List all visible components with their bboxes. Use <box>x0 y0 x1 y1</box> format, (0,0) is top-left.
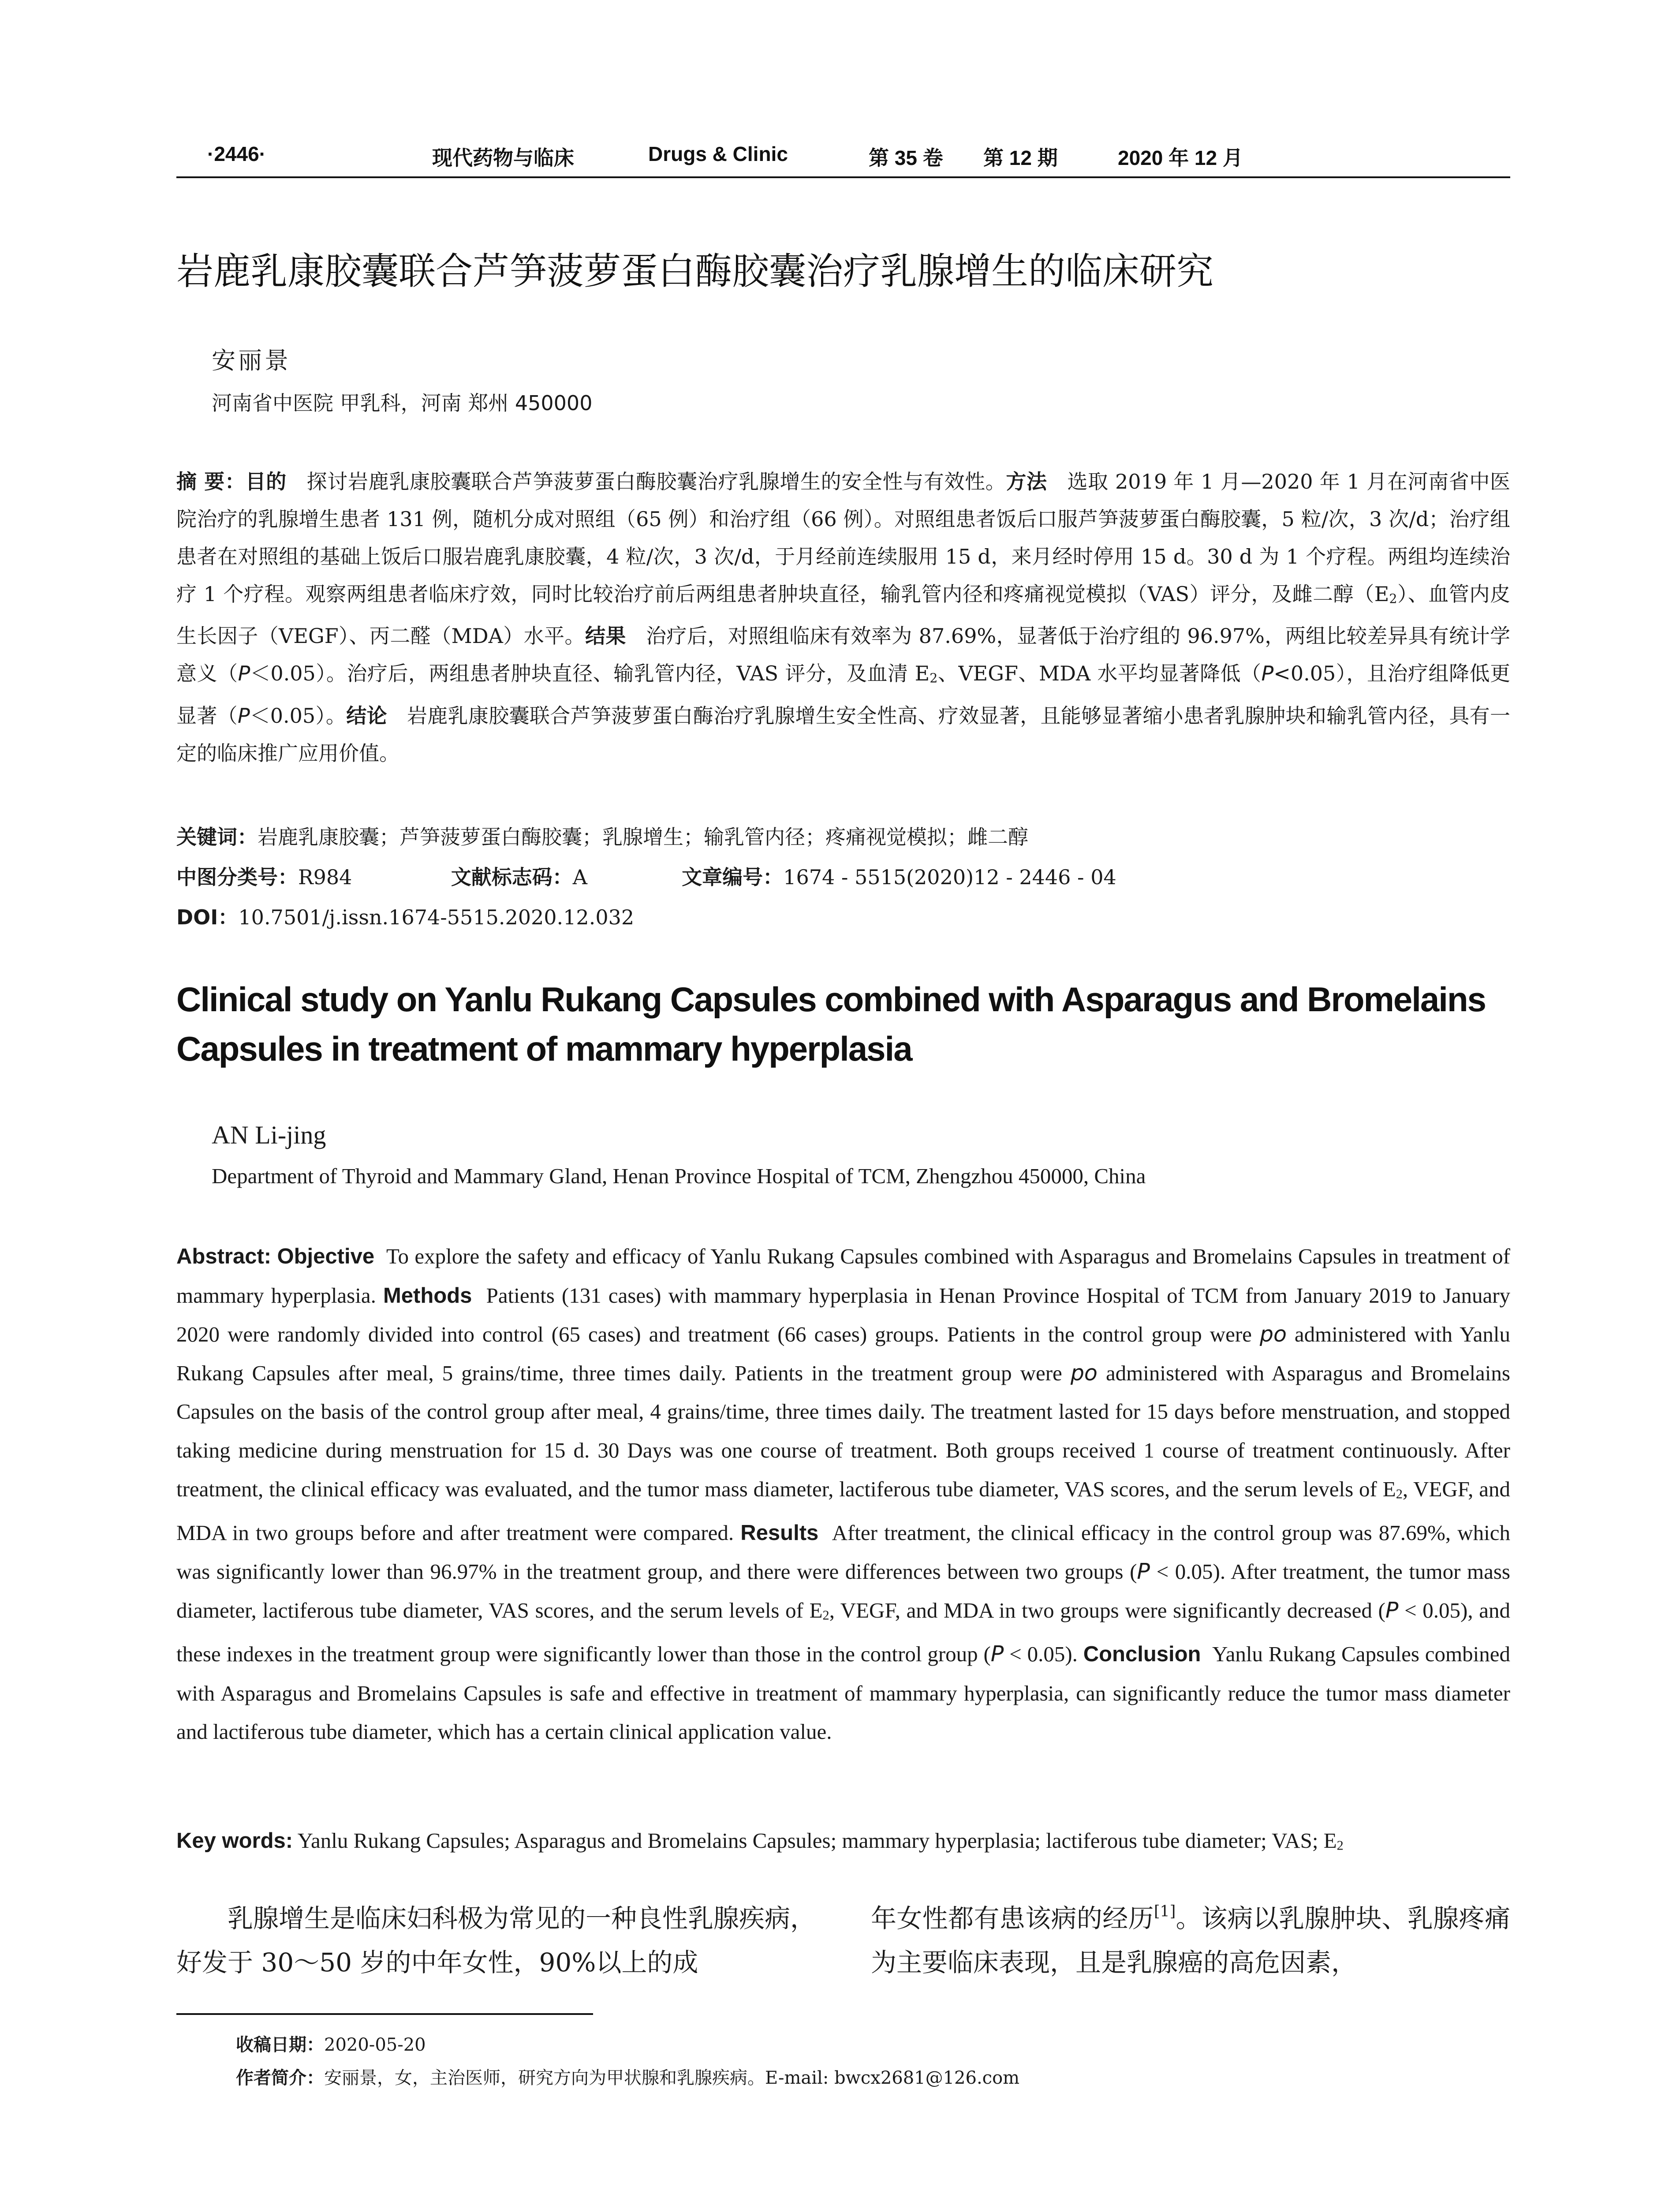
body-paragraph: 乳腺增生是临床妇科极为常见的一种良性乳腺疾病，好发于 30～50 岁的中年女性，90%以上的成 <box>176 1903 816 1977</box>
citation-ref[interactable]: [1] <box>1154 1902 1176 1921</box>
results-text-cn-3: 、VEGF、MDA 水平均显著降低（ <box>937 662 1262 686</box>
english-affiliation: Department of Thyroid and Mammary Gland, Henan Province Hospital of TCM, Zhengzhou 450000, China <box>212 1164 1146 1188</box>
english-abstract <box>176 1237 1510 1751</box>
issue-date: 2020 年 12 月 <box>1118 146 1243 169</box>
objective-text-en: To explore the safety and efficacy of Yanlu Rukang Capsules combined with Asparagus and Bromelains Capsules in treatment of mammary hyperplasia. <box>176 1244 1511 1308</box>
objective-label-cn: 目的 <box>245 470 287 493</box>
abstract-label-cn: 摘 要： <box>176 470 246 493</box>
results-text-en-2: < 0.05). After treatment, the tumor mass diameter, lactiferous tube diameter, VAS scores, and the serum levels of E <box>176 1559 1510 1622</box>
keywords-text-cn: 岩鹿乳康胶囊；芦笋菠萝蛋白酶胶囊；乳腺增生；输乳管内径；疼痛视觉模拟；雌二醇 <box>258 825 1028 849</box>
results-text-en-3: , VEGF, and MDA in two groups were significantly decreased ( <box>829 1598 1385 1622</box>
doi-label: DOI： <box>176 905 239 929</box>
body-column-left <box>176 1896 816 1984</box>
p-symbol: P <box>1385 1597 1399 1623</box>
journal-name-cn: 现代药物与临床 <box>432 146 574 170</box>
body-paragraph: 年女性都有患该病的经历 <box>871 1903 1154 1933</box>
objective-label-en: Objective <box>277 1245 375 1268</box>
chinese-affiliation: 河南省中医院 甲乳科，河南 郑州 450000 <box>212 391 593 415</box>
bio-label: 作者简介： <box>236 2068 324 2088</box>
po-abbrev: po <box>1259 1322 1287 1347</box>
doc-code-label: 文献标志码： <box>451 865 573 889</box>
p-symbol: P <box>238 662 250 686</box>
abstract-label-en: Abstract: <box>176 1245 272 1268</box>
methods-text-cn-2: ）、血管内皮生长因子（VEGF）、丙二醛（MDA）水平。 <box>176 582 1511 648</box>
p-symbol: P <box>990 1641 1004 1667</box>
doi-value: 10.7501/j.issn.1674-5515.2020.12.032 <box>238 905 635 929</box>
volume: 第 35 卷 <box>869 146 943 169</box>
footnote-rule <box>176 2013 593 2015</box>
p-symbol: P <box>1261 662 1274 686</box>
subscript: 2 <box>1389 591 1397 606</box>
issue: 第 12 期 <box>983 146 1058 169</box>
english-title: Clinical study on Yanlu Rukang Capsules combined with Asparagus and Bromelains Capsules in treatment of mammary hyperplasia <box>176 980 1486 1068</box>
results-label-en: Results <box>740 1521 819 1545</box>
chinese-title: 岩鹿乳康胶囊联合芦笋菠萝蛋白酶胶囊治疗乳腺增生的临床研究 <box>176 250 1214 293</box>
received-label: 收稿日期： <box>236 2035 324 2055</box>
keywords-label-cn: 关键词： <box>176 825 258 849</box>
results-text-en-5: < 0.05). <box>1004 1642 1078 1667</box>
results-text-cn-5: ＜0.05）。 <box>250 703 347 728</box>
journal-name-en: Drugs & Clinic <box>648 142 788 165</box>
p-symbol: P <box>238 703 250 728</box>
bio-text: 安丽景，女，主治医师，研究方向为甲状腺和乳腺疾病。E-mail: bwcx2681@126.com <box>324 2068 1020 2088</box>
p-symbol: P <box>1137 1559 1150 1585</box>
received-date <box>236 2031 426 2056</box>
clc-label: 中图分类号： <box>176 865 298 889</box>
objective-text-cn: 探讨岩鹿乳康胶囊联合芦笋菠萝蛋白酶胶囊治疗乳腺增生的安全性与有效性。 <box>306 470 1006 493</box>
article-no-value: 1674 - 5515(2020)12 - 2446 - 04 <box>783 865 1116 889</box>
subscript: 2 <box>1396 1486 1403 1502</box>
conclusion-label-en: Conclusion <box>1083 1642 1201 1667</box>
results-label-cn: 结果 <box>585 624 626 648</box>
doi-line <box>176 901 634 931</box>
received-value: 2020-05-20 <box>324 2035 426 2055</box>
page-number: ·2446· <box>207 142 266 165</box>
header-rule <box>176 176 1510 178</box>
keywords-cn <box>176 821 1028 850</box>
methods-text-en-3: administered with Asparagus and Bromelains Capsules on the basis of the control group after meal, 4 grains/time, three times daily. The treatment lasted for 15 days before menstruation, and stopped taking medicine during menstruation for 15 d. 30 Days was one course of treatment. Both groups received 1 course of treatment continuously. After treatment, the clinical efficacy was evaluated, and the tumor mass diameter, lactiferous tube diameter, VAS scores, and the serum levels of E <box>176 1360 1510 1501</box>
author-bio <box>236 2064 1019 2089</box>
methods-text-en-2: administered with Yanlu Rukang Capsules after meal, 5 grains/time, three times daily. Patients in the treatment group were <box>176 1322 1511 1385</box>
results-text-en: After treatment, the clinical efficacy in the control group was 87.69%, which was significantly lower than 96.97% in the treatment group, and there were differences between two groups ( <box>176 1520 1511 1584</box>
subscript: 2 <box>822 1607 829 1623</box>
results-text-en-4: < 0.05), and these indexes in the treatment group were significantly lower than those in the control group ( <box>176 1598 1511 1667</box>
methods-label-cn: 方法 <box>1006 470 1047 493</box>
methods-text-en-4: , VEGF, and MDA in two groups before and after treatment were compared. <box>176 1476 1511 1545</box>
methods-label-en: Methods <box>383 1283 472 1308</box>
article-no-label: 文章编号： <box>682 865 784 889</box>
english-author: AN Li-jing <box>212 1121 326 1149</box>
classification-line <box>176 861 1116 890</box>
body-column-right <box>871 1896 1510 1984</box>
po-abbrev: po <box>1070 1360 1098 1386</box>
subscript: 2 <box>930 671 938 686</box>
chinese-abstract <box>176 463 1510 772</box>
keywords-en <box>176 1828 1510 1854</box>
body-paragraph-cont: 。该病以乳腺肿块、乳腺疼痛为主要临床表现，且是乳腺癌的高危因素， <box>871 1903 1510 1977</box>
doc-code-value: A <box>572 865 587 889</box>
results-text-cn-2: ＜0.05）。治疗后，两组患者肿块直径、输乳管内径，VAS 评分，及血清 E <box>250 662 930 686</box>
chinese-author: 安丽景 <box>212 347 291 374</box>
results-text-cn: 治疗后，对照组临床有效率为 87.69%，显著低于治疗组的 96.97%，两组比较差异具有统计学意义（ <box>176 624 1511 686</box>
clc-value: R984 <box>298 865 352 889</box>
methods-text-en: Patients (131 cases) with mammary hyperplasia in Henan Province Hospital of TCM from January 2019 to January 2020 were randomly divided into control (65 cases) and treatment (66 cases) groups. Patients in the control group were <box>176 1283 1511 1347</box>
keywords-text-en: Yanlu Rukang Capsules; Asparagus and Bromelains Capsules; mammary hyperplasia; lactiferous tube diameter; VAS; E <box>297 1828 1337 1853</box>
subscript: 2 <box>1337 1838 1344 1853</box>
results-text-cn-4: <0.05），且治疗组降低更显著（ <box>176 662 1511 728</box>
running-header <box>176 142 1510 168</box>
methods-text-cn: 选取 2019 年 1 月—2020 年 1 月在河南省中医院治疗的乳腺增生患者 131 例，随机分成对照组（65 例）和治疗组（66 例）。对照组患者饭后口服芦笋菠萝蛋白酶胶囊，5 粒/次，3 次/d；治疗组患者在对照组的基础上饭后口服岩鹿乳康胶囊，4 粒/次，3 次/d，于月经前连续服用 15 d，来月经时停用 15 d。30 d 为 1 个疗程。两组均连续治疗 1 个疗程。观察两组患者临床疗效，同时比较治疗前后两组患者肿块直径，输乳管内径和疼痛视觉模拟（VAS）评分，及雌二醇（E <box>176 470 1511 606</box>
conclusion-text-en: Yanlu Rukang Capsules combined with Asparagus and Bromelains Capsules is safe and effective in treatment of mammary hyperplasia, can significantly reduce the tumor mass diameter and lactiferous tube diameter, which has a certain clinical application value. <box>176 1642 1510 1744</box>
keywords-label-en: Key words: <box>176 1829 293 1853</box>
conclusion-text-cn: 岩鹿乳康胶囊联合芦笋菠萝蛋白酶治疗乳腺增生安全性高、疗效显著，且能够显著缩小患者乳腺肿块和输乳管内径，具有一定的临床推广应用价值。 <box>176 703 1511 765</box>
conclusion-label-cn: 结论 <box>346 703 387 728</box>
